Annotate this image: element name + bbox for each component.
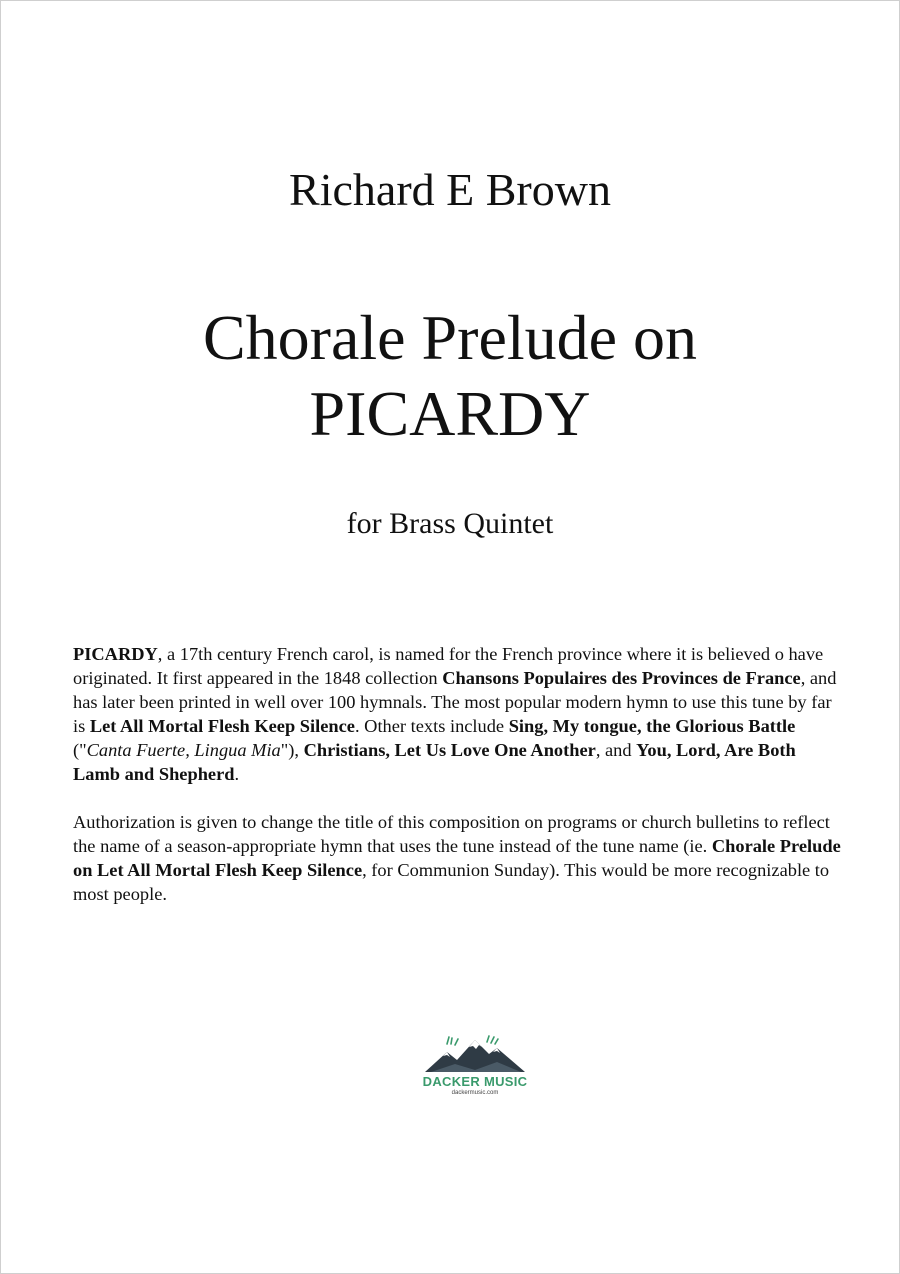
hymn-title: You, Lord, Are Both Lamb and Shepherd: [73, 740, 796, 784]
tune-name: PICARDY: [73, 644, 158, 664]
title-line-2: PICARDY: [309, 378, 591, 449]
hymn-title: Let All Mortal Flesh Keep Silence: [89, 716, 355, 736]
title-line-1: Chorale Prelude on: [202, 302, 698, 373]
alternate-title: Chorale Prelude on Let All Mortal Flesh Keep Silence: [73, 836, 841, 880]
publisher-logo: [410, 1034, 540, 1114]
hymn-title-spanish: Canta Fuerte, Lingua Mia: [86, 740, 281, 760]
collection-title: Chansons Populaires des Provinces de France: [442, 668, 801, 688]
page-title: [0, 300, 900, 452]
program-notes: [73, 642, 843, 930]
paragraph-authorization: Authorization is given to change the title of this composition on programs or church bulletins to reflect the name of a season-appropriate hymn that uses the tune instead of the tune name (ie. Chorale Prelude on Let All Mortal Flesh Keep Silence, for Communion Sunday). This would be more recognizable to most people.: [73, 812, 841, 904]
subtitle: for Brass Quintet: [346, 507, 554, 540]
paragraph-history: PICARDY, a 17th century French carol, is named for the French province where it is believed o have originated. It first appeared in the 1848 collection Chansons Populaires des Provinces de France, and has later been printed in well over 100 hymnals. The most popular modern hymn to use this tune by far is Let All Mortal Flesh Keep Silence. Other texts include Sing, My tongue, the Glorious Battle ("Canta Fuerte, Lingua Mia"), Christians, Let Us Love One Another, and You, Lord, Are Both Lamb and Shepherd.: [73, 644, 837, 784]
hymn-title: Christians, Let Us Love One Another: [303, 740, 596, 760]
mountain-icon: [425, 1034, 525, 1074]
composer-name: Richard E Brown: [289, 164, 611, 215]
logo-name: DACKER MUSIC: [422, 1074, 528, 1089]
logo-url: dackermusic.com: [451, 1090, 499, 1096]
hymn-title: Sing, My tongue, the Glorious Battle: [508, 716, 796, 736]
